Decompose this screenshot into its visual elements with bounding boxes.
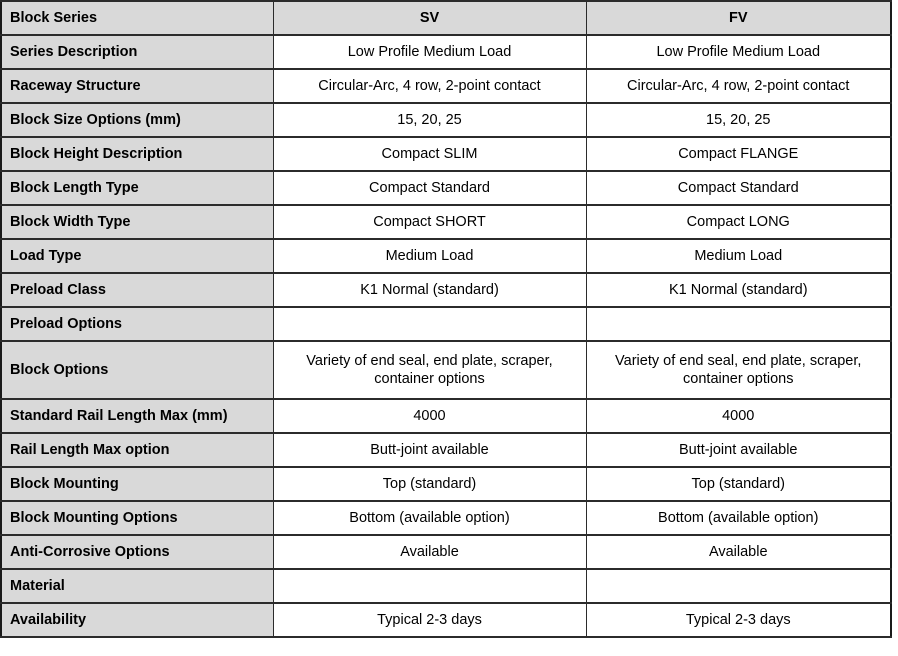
- cell-fv: Medium Load: [586, 239, 891, 273]
- cell-fv: 4000: [586, 399, 891, 433]
- cell-sv: Compact SHORT: [273, 205, 586, 239]
- table-row: [1, 239, 891, 273]
- cell-fv: [586, 569, 891, 603]
- table-row: [1, 69, 891, 103]
- cell-fv: Circular-Arc, 4 row, 2-point contact: [586, 69, 891, 103]
- row-label: Block Length Type: [1, 171, 273, 205]
- cell-sv: [273, 569, 586, 603]
- row-label: Load Type: [1, 239, 273, 273]
- row-label: Series Description: [1, 35, 273, 69]
- table-row: [1, 433, 891, 467]
- cell-sv: [273, 307, 586, 341]
- table-row: [1, 603, 891, 637]
- cell-fv: Typical 2-3 days: [586, 603, 891, 637]
- cell-sv: Bottom (available option): [273, 501, 586, 535]
- cell-fv: 15, 20, 25: [586, 103, 891, 137]
- row-label: Block Size Options (mm): [1, 103, 273, 137]
- table-row: [1, 501, 891, 535]
- table-row: [1, 399, 891, 433]
- cell-sv: Low Profile Medium Load: [273, 35, 586, 69]
- table-row: [1, 535, 891, 569]
- table-row: [1, 137, 891, 171]
- table-row: [1, 341, 891, 399]
- row-label: Block Height Description: [1, 137, 273, 171]
- row-label: Material: [1, 569, 273, 603]
- cell-sv: K1 Normal (standard): [273, 273, 586, 307]
- table-row: [1, 569, 891, 603]
- row-label: Block Options: [1, 341, 273, 399]
- header-cell-sv: SV: [273, 1, 586, 35]
- row-label: Availability: [1, 603, 273, 637]
- cell-sv: Typical 2-3 days: [273, 603, 586, 637]
- cell-fv: K1 Normal (standard): [586, 273, 891, 307]
- table-row: [1, 273, 891, 307]
- row-label: Anti-Corrosive Options: [1, 535, 273, 569]
- row-label: Standard Rail Length Max (mm): [1, 399, 273, 433]
- cell-fv: Butt-joint available: [586, 433, 891, 467]
- cell-fv: Variety of end seal, end plate, scraper, container options: [586, 341, 891, 399]
- cell-sv: 15, 20, 25: [273, 103, 586, 137]
- table-header: [1, 1, 891, 35]
- cell-fv: Top (standard): [586, 467, 891, 501]
- cell-fv: Low Profile Medium Load: [586, 35, 891, 69]
- table-header-row: [1, 1, 891, 35]
- cell-fv: [586, 307, 891, 341]
- cell-fv: Compact Standard: [586, 171, 891, 205]
- row-label: Block Mounting Options: [1, 501, 273, 535]
- cell-fv: Compact LONG: [586, 205, 891, 239]
- cell-sv: Compact Standard: [273, 171, 586, 205]
- cell-sv: Available: [273, 535, 586, 569]
- table-row: [1, 35, 891, 69]
- row-label: Block Width Type: [1, 205, 273, 239]
- row-label: Preload Class: [1, 273, 273, 307]
- table-row: [1, 205, 891, 239]
- cell-fv: Compact FLANGE: [586, 137, 891, 171]
- table-row: [1, 467, 891, 501]
- cell-sv: 4000: [273, 399, 586, 433]
- table-row: [1, 307, 891, 341]
- cell-sv: Variety of end seal, end plate, scraper, container options: [273, 341, 586, 399]
- table-body: [1, 35, 891, 637]
- cell-sv: Compact SLIM: [273, 137, 586, 171]
- cell-sv: Circular-Arc, 4 row, 2-point contact: [273, 69, 586, 103]
- cell-sv: Medium Load: [273, 239, 586, 273]
- header-cell-fv: FV: [586, 1, 891, 35]
- header-cell-block-series: Block Series: [1, 1, 273, 35]
- cell-sv: Top (standard): [273, 467, 586, 501]
- table-row: [1, 103, 891, 137]
- cell-fv: Bottom (available option): [586, 501, 891, 535]
- row-label: Block Mounting: [1, 467, 273, 501]
- row-label: Rail Length Max option: [1, 433, 273, 467]
- cell-sv: Butt-joint available: [273, 433, 586, 467]
- row-label: Raceway Structure: [1, 69, 273, 103]
- row-label: Preload Options: [1, 307, 273, 341]
- table-row: [1, 171, 891, 205]
- cell-fv: Available: [586, 535, 891, 569]
